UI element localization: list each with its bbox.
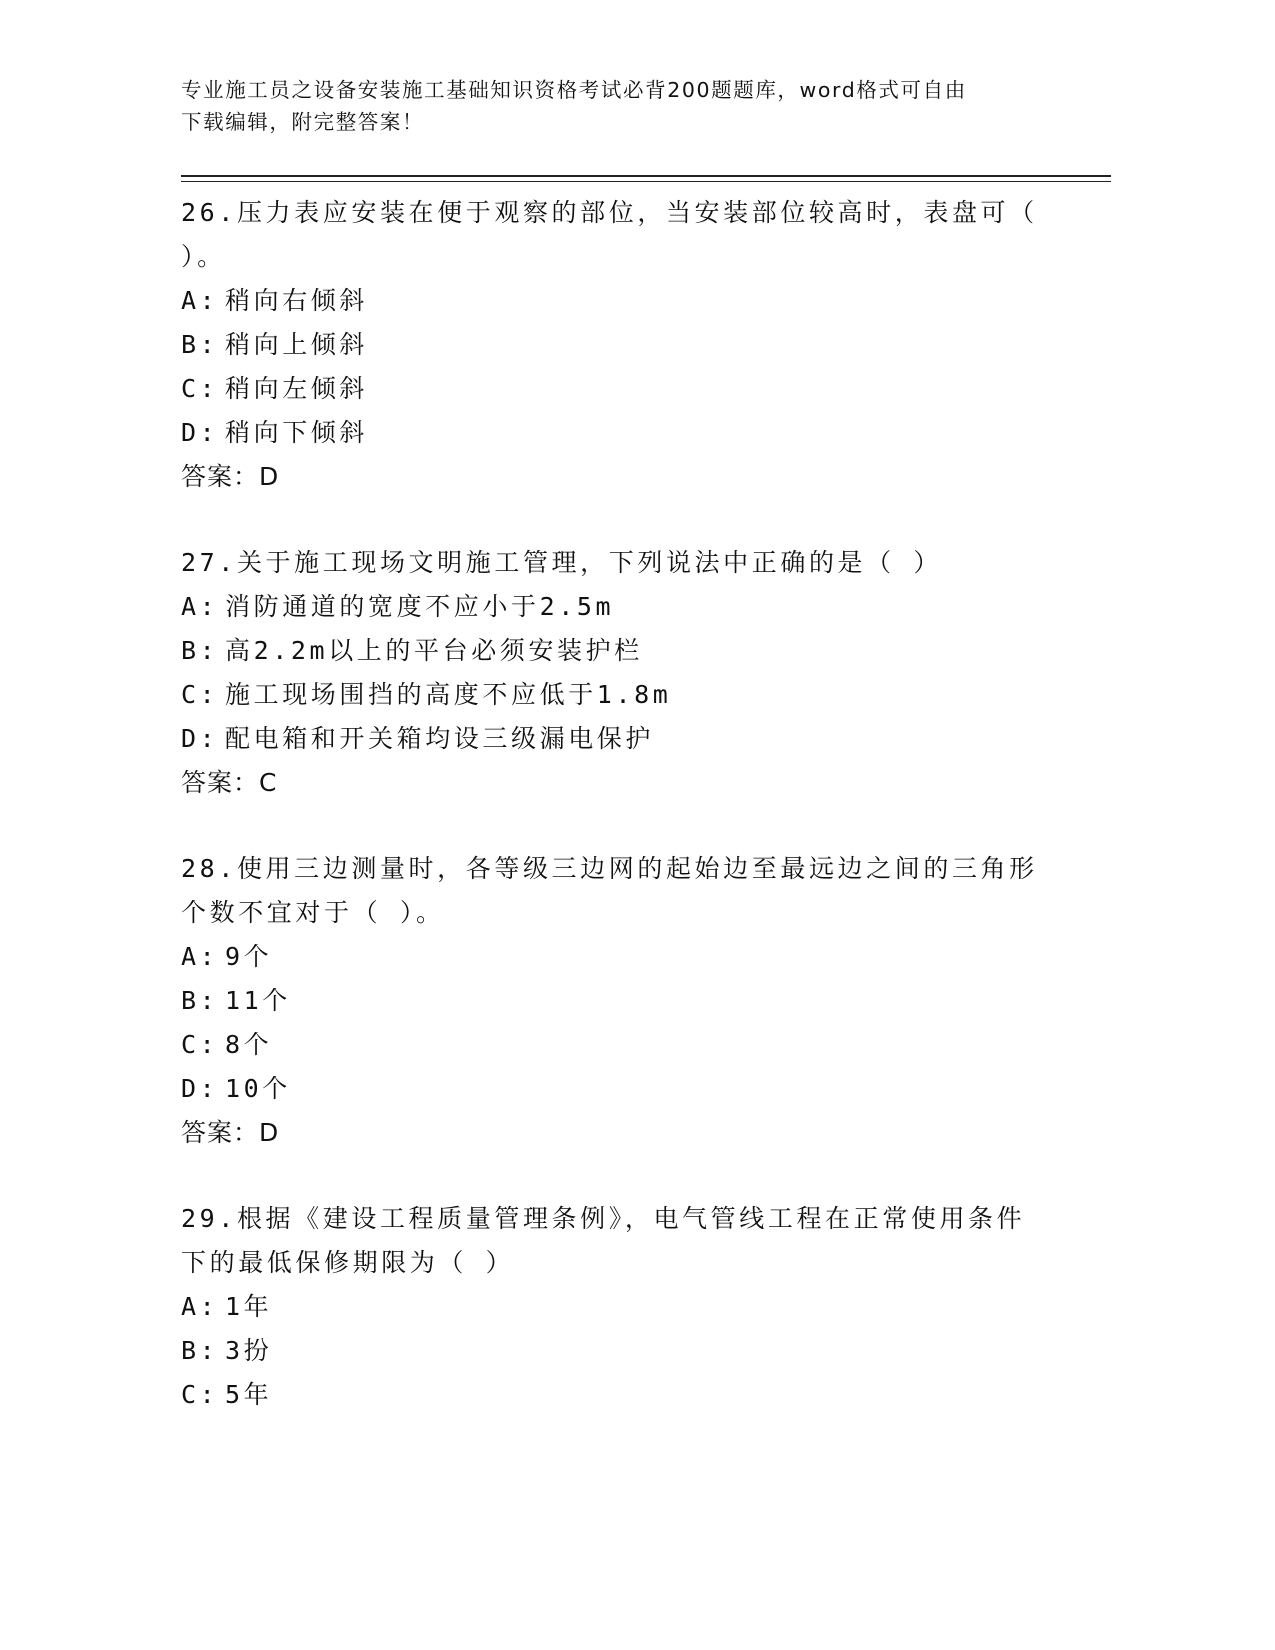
option-letter: D: <box>181 1074 219 1103</box>
header-line-1: 专业施工员之设备安装施工基础知识资格考试必背200题题库，word格式可自由 <box>181 78 967 102</box>
question-26 <box>181 191 1081 499</box>
option-text: 稍向上倾斜 <box>225 330 369 359</box>
option-text: 5年 <box>225 1380 273 1409</box>
option-letter: A: <box>181 286 219 315</box>
document-header <box>181 74 1081 138</box>
option-c <box>181 367 1081 411</box>
option-d <box>181 411 1081 455</box>
option-c <box>181 673 1081 717</box>
option-c <box>181 1373 1081 1417</box>
option-text: 1年 <box>225 1292 273 1321</box>
option-letter: C: <box>181 1380 219 1409</box>
option-text: 稍向右倾斜 <box>225 286 369 315</box>
header-line-2: 下载编辑，附完整答案！ <box>181 110 425 134</box>
option-text: 稍向左倾斜 <box>225 374 369 403</box>
question-stem: 27.关于施工现场文明施工管理，下列说法中正确的是（ ） <box>181 548 943 577</box>
option-text: 3扮 <box>225 1336 273 1365</box>
option-d <box>181 717 1081 761</box>
header-divider-thin <box>181 181 1111 182</box>
option-b <box>181 323 1081 367</box>
option-text: 8个 <box>225 1030 273 1059</box>
question-28 <box>181 847 1081 1155</box>
question-list <box>181 191 1081 1417</box>
option-letter: B: <box>181 636 219 665</box>
option-a <box>181 935 1081 979</box>
question-spacer <box>181 499 1081 541</box>
option-letter: D: <box>181 418 219 447</box>
option-text: 10个 <box>225 1074 291 1103</box>
option-b <box>181 1329 1081 1373</box>
option-letter: A: <box>181 1292 219 1321</box>
question-stem: 29.根据《建设工程质量管理条例》，电气管线工程在正常使用条件下的最低保修期限为（ ） <box>181 1204 1026 1277</box>
option-letter: C: <box>181 1030 219 1059</box>
header-divider-thick <box>181 175 1111 177</box>
option-text: 消防通道的宽度不应小于2.5m <box>225 592 615 621</box>
option-letter: B: <box>181 330 219 359</box>
question-spacer <box>181 805 1081 847</box>
answer-line: 答案：D <box>181 1118 280 1147</box>
option-text: 配电箱和开关箱均设三级漏电保护 <box>225 724 655 753</box>
question-stem: 28.使用三边测量时，各等级三边网的起始边至最远边之间的三角形个数不宜对于（ ）。 <box>181 854 1038 927</box>
question-spacer <box>181 1155 1081 1197</box>
option-letter: B: <box>181 986 219 1015</box>
option-letter: B: <box>181 1336 219 1365</box>
question-27 <box>181 541 1081 805</box>
option-letter: A: <box>181 592 219 621</box>
option-text: 稍向下倾斜 <box>225 418 369 447</box>
answer-line: 答案：D <box>181 462 280 491</box>
option-letter: C: <box>181 374 219 403</box>
option-letter: A: <box>181 942 219 971</box>
option-a <box>181 585 1081 629</box>
option-a <box>181 279 1081 323</box>
option-text: 11个 <box>225 986 291 1015</box>
question-stem: 26.压力表应安装在便于观察的部位，当安装部位较高时，表盘可（ ）。 <box>181 198 1038 271</box>
option-letter: D: <box>181 724 219 753</box>
option-d <box>181 1067 1081 1111</box>
option-text: 9个 <box>225 942 273 971</box>
option-c <box>181 1023 1081 1067</box>
option-a <box>181 1285 1081 1329</box>
option-text: 施工现场围挡的高度不应低于1.8m <box>225 680 672 709</box>
answer-line: 答案：C <box>181 768 278 797</box>
option-b <box>181 979 1081 1023</box>
option-b <box>181 629 1081 673</box>
question-29 <box>181 1197 1081 1417</box>
option-letter: C: <box>181 680 219 709</box>
option-text: 高2.2m以上的平台必须安装护栏 <box>225 636 643 665</box>
